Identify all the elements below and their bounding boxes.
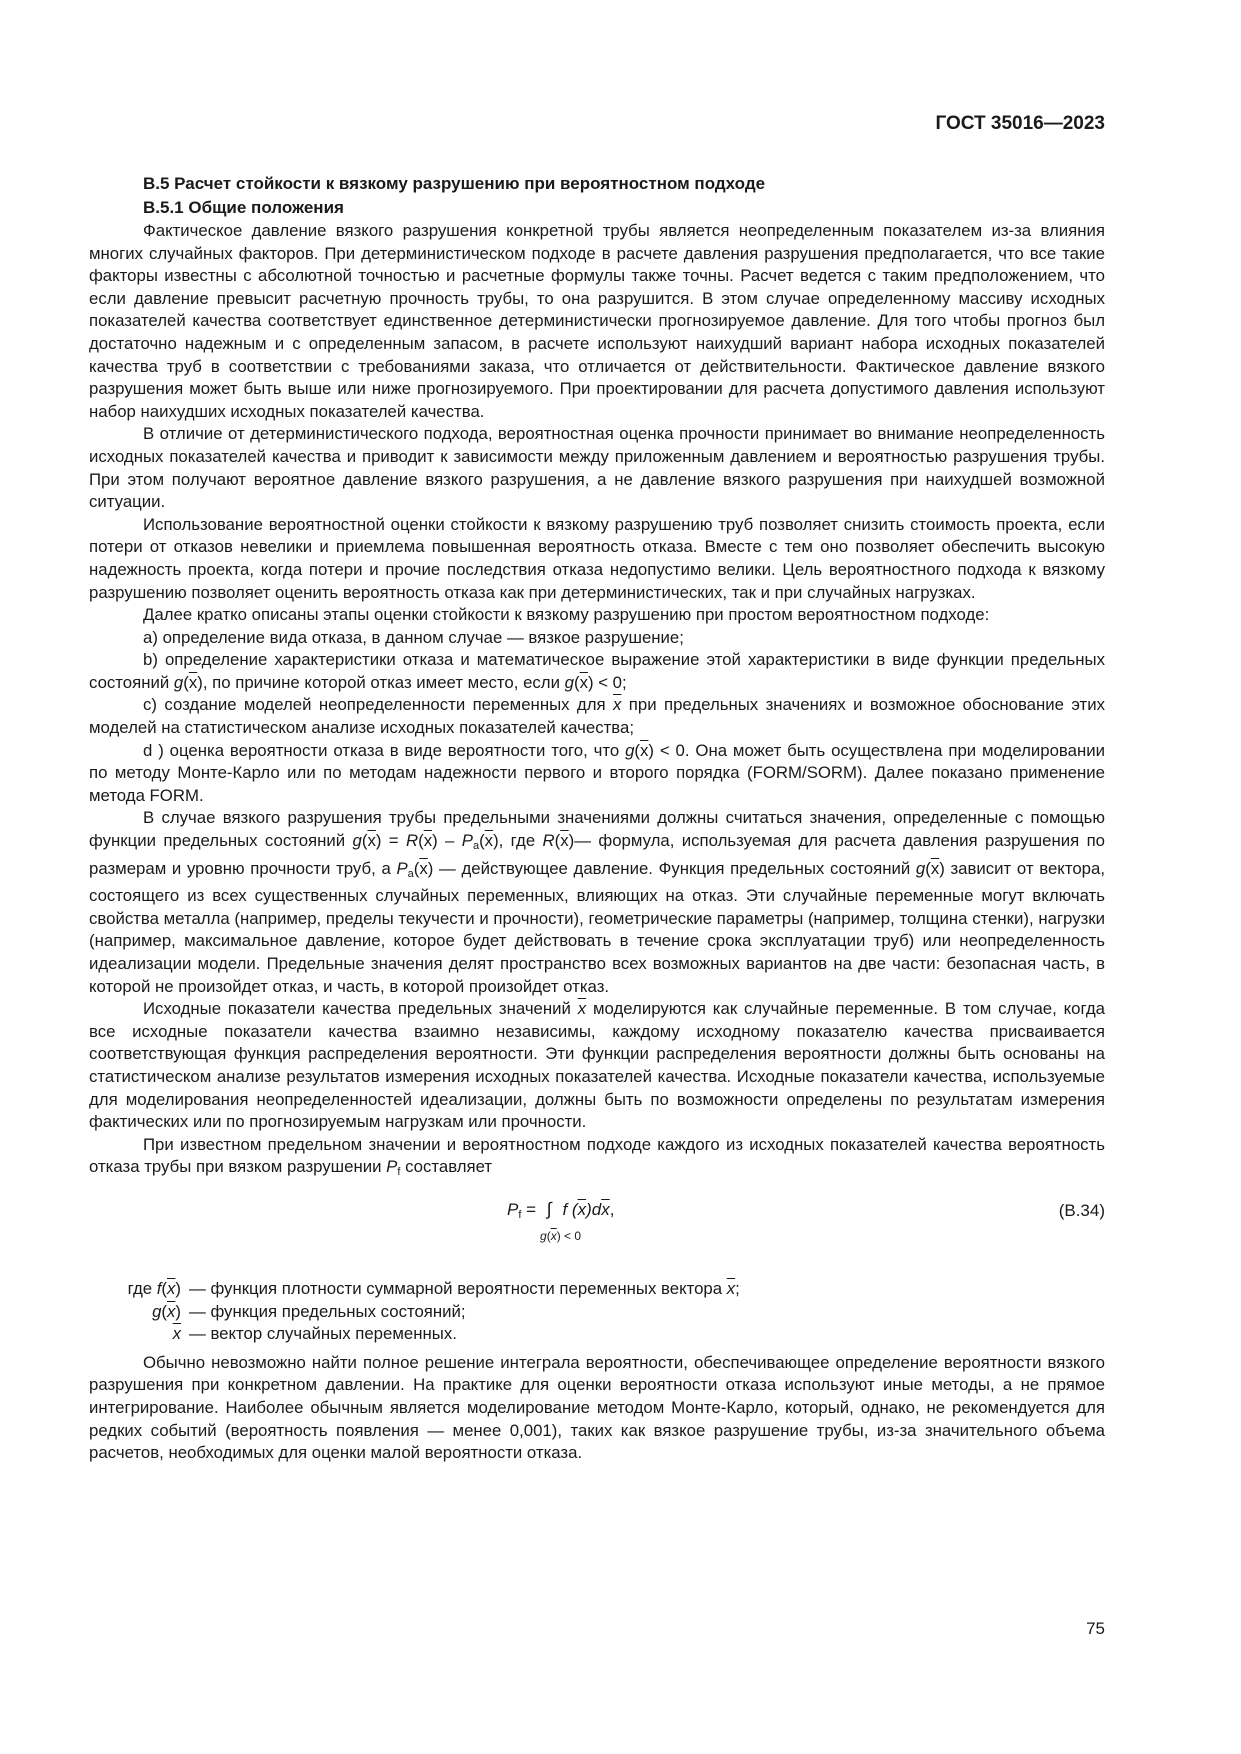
where-row: $g(\overline{x})$ — функция предельных состояний; bbox=[152, 1301, 466, 1321]
page-number: 75 bbox=[1086, 1619, 1105, 1638]
where-row: где $f(\overline{x})$ — функция плотности суммарной вероятности переменных вектора $\overline{x}$; bbox=[127, 1278, 740, 1298]
where-clause bbox=[89, 1278, 1105, 1346]
integral-limit: $g(\overline{x}) < 0$ bbox=[540, 1228, 582, 1243]
math-g: g bbox=[173, 672, 184, 692]
equation-body: $P_f$ = ∫ f $(\overline{x})d\overline{x}$, $g(\overline{x}) < 0$ bbox=[507, 1198, 614, 1227]
math-x: $\overline{x}$ bbox=[613, 695, 622, 715]
paragraph-2: В отличие от детерминистического подхода, вероятностная оценка прочности принимает во внимание неопределенность исходных показателей качества и приводит к зависимости между приложенным давлением и вероятностью разрушения трубы. При этом получают вероятное давление вязкого разрушения, а не давление вязкого разрушения при наихудшей возможной ситуации. bbox=[89, 424, 1105, 512]
list-item-d: d ) оценка вероятности отказа в виде вероятности того, что $g(\overline{x}) < 0$. Она может быть осуществлена при моделировании по методу Монте-Карло или по методам надежности первого и второго порядка (FORM/SORM). Далее показано применение метода FORM. bbox=[89, 740, 1105, 805]
paragraph-limit-state: В случае вязкого разрушения трубы предельными значениями должны считаться значения, определенные с помощью функции предельных состояний $g(\overline{x}) = R(\overline{x}) - P_a(\overline{x})$, где $R(\overline{x})—$ формула, используемая для расчета давления разрушения по размерам и уровню прочности труб, а $P_a(\overline{x})$ — действующее давление. Функция предельных состояний $g(\overline{x})$ зависит от вектора, состоящего из всех существенных случайных переменных, влияющих на отказ. Эти случайные переменные могут включать свойства металла (например, пределы текучести и прочности), геометрические параметры (например, толщина стенки), нагрузки (например, максимальное давление, которое будет действовать в течение срока эксплуатации труб) или неопределенность идеализации модели. Предельные значения делят пространство всех возможных вариантов на две части: безопасная часть, в которой не произойдет отказ, и часть, в которой произойдет отказ. bbox=[89, 808, 1105, 996]
list-item-b: b) определение характеристики отказа и математическое выражение этой характеристики в виде функции предельных состояний $g(\overline{x})$, по причине которой отказ имеет место, если $g(\overline{x}) < 0$; bbox=[89, 650, 1105, 692]
list-item-a: а) определение вида отказа, в данном случае — вязкое разрушение; bbox=[143, 627, 684, 647]
list-item-c: c) создание моделей неопределенности переменных для $\overline{x}$ при предельных значениях и возможное обоснование этих моделей на статистическом анализе исходных показателей качества; bbox=[89, 695, 1106, 738]
document-number-header: ГОСТ 35016—2023 bbox=[935, 113, 1105, 134]
section-heading: В.5 Расчет стойкости к вязкому разрушению при вероятностном подходе bbox=[143, 174, 766, 193]
paragraph-4: Далее кратко описаны этапы оценки стойкости к вязкому разрушению при простом вероятностном подходе: bbox=[143, 605, 990, 625]
subsection-heading: В.5.1 Общие положения bbox=[143, 198, 344, 217]
equation-number: (В.34) bbox=[1058, 1200, 1105, 1220]
page-content bbox=[89, 172, 1105, 1465]
equation-b34 bbox=[89, 1188, 1105, 1266]
paragraph-monte-carlo: Обычно невозможно найти полное решение интеграла вероятности, обеспечивающее определение вероятности вязкого разрушения при конкретном давлении. На практике для оценки вероятности отказа используют иные методы, а не прямое интегрирование. Наиболее обычным является моделирование методом Монте-Карло, который, однако, не рекомендуется для редких событий (вероятность появления — менее 0,001), таких как вязкое разрушение трубы, из-за значительного объема расчетов, необходимых для оценки малой вероятности отказа. bbox=[89, 1352, 1105, 1463]
where-row: $\overline{x}$ — вектор случайных переменных. bbox=[172, 1324, 457, 1344]
paragraph-input-quality: Исходные показатели качества предельных значений $\overline{x}$ моделируются как случайные переменные. В том случае, когда все исходные показатели качества взаимно независимы, каждому исходному показателю качества присваивается соответствующая функция распределения вероятности. Эти функции распределения вероятности должны быть основаны на статистическом анализе результатов измерения исходных показателей качества. Исходные показатели качества, используемые для моделирования неопределенностей идеализации, должны быть по возможности определены по результатам измерения фактических или по прогнозируемым нагрузкам или прочности. bbox=[89, 999, 1105, 1132]
paragraph-failure-probability: При известном предельном значении и вероятностном подходе каждого из исходных показателей качества вероятность отказа трубы при вязком разрушении $P_f$ составляет bbox=[89, 1134, 1105, 1179]
paragraph-1: Фактическое давление вязкого разрушения конкретной трубы является неопределенным показателем из-за влияния многих случайных факторов. При детерминистическом подходе в расчете давления разрушения предполагается, что все такие факторы известны с абсолютной точностью и расчетные формулы также точны. Расчет ведется с таким предположением, что если давление превысит расчетную прочность трубы, то она разрушится. В этом случае определенному массиву исходных показателей качества соответствует единственное детерминистически прогнозируемое давление. Для того чтобы прогноз был достаточно надежным и с определенным запасом, в расчете используют наихудший вариант набора исходных показателей качества труб в соответствии с требованиями заказа, что отличается от действительности. Фактическое давление вязкого разрушения может быть выше или ниже прогнозируемого. При проектировании для расчета допустимого давления используют набор наихудших исходных показателей качества. bbox=[89, 221, 1105, 421]
integral-sign-icon: ∫ bbox=[546, 1198, 552, 1219]
paragraph-3: Использование вероятностной оценки стойкости к вязкому разрушению труб позволяет снизить стоимость проекта, если потери от отказов невелики и приемлема повышенная вероятность отказа. Вместе с тем оно позволяет обеспечить высокую надежность проекта, когда потери и прочие последствия отказа недопустимо велики. Цель вероятностного подхода к вязкому разрушению позволяет оценить вероятность отказа как при детерминистических, так и при случайных нагрузках. bbox=[89, 514, 1105, 602]
